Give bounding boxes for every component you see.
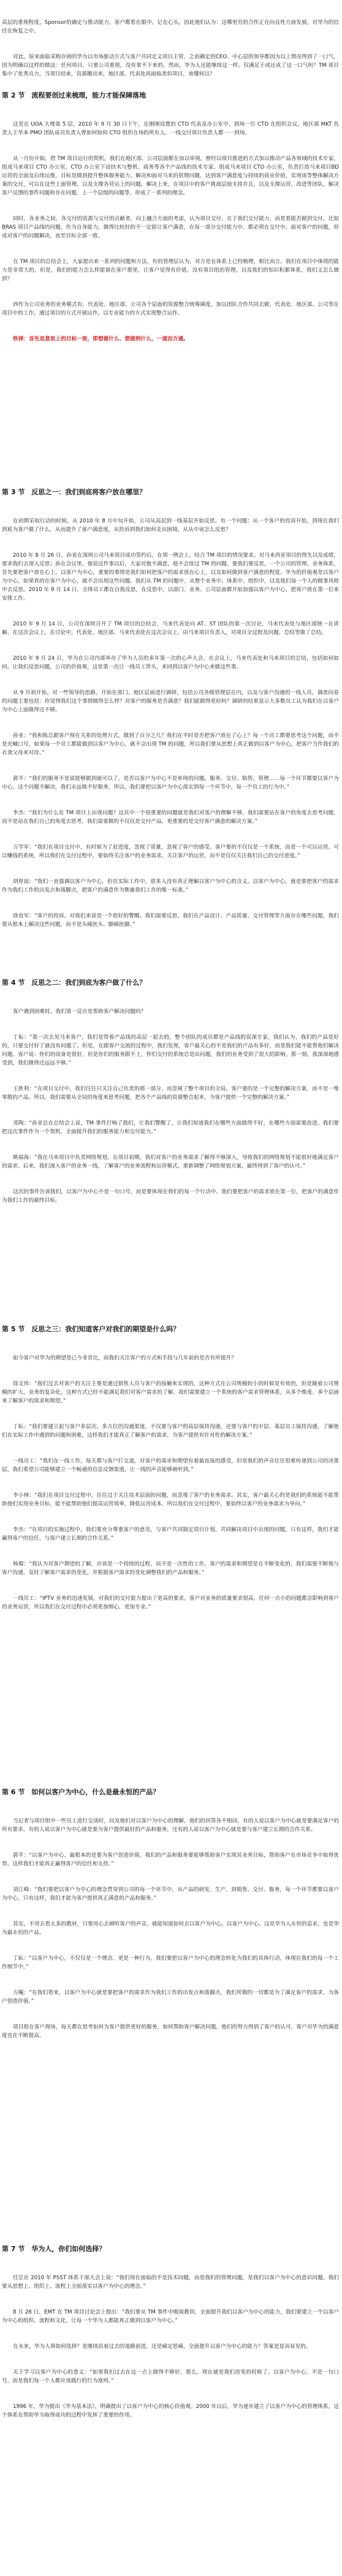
paragraph: 从一月份开始，借 TM 项目运行的契机，我们在地区部、公司层面都在加以审视，曾经以项目推进的方式加以推动产品各领域的技术专家，组成马来项目 CTO 办公室。CTO 办公室下设技术与整机、商务等各个产品线的技术专家、组成马来项目 CTO 办公室，负责打造马来项目BD运营的全面及后续运维，目标是做到提升整体服务能力、解决和面对马来的管理问题、达到客户满意度与持续的商业价值，实现该等整体解决方案的交付，可以在这些上面管理，以及支撑各营运上的问题，解决上来，在项目中的客户挑战层面支持并且，以及支撑运营、改进等团队，解决客户反馈的事件问题和存在问题，上一个层级的问题等，形成了一系列的理念。 (2, 156, 339, 196)
paragraph: 丁耘：“第一次去见马来客户，我们是带着产品线的高层一起去的，整个团队的成员都是产品线的资深专家，我们认为，我们的产品是好的，只要交付好了就没有问题了。但是，在跟客户交流的过程中，我们发现，客户最关心的不是我们的产品有多好，而是我们能不能帮他们解决问题。客户说：你们的设备是很好，但是你们的服务跟不上，你们交付的系统总是出问题，我们的业务受到了很大的影响。那一刻，我深深地感受到，我们做得还远远不够。” (2, 1034, 339, 1066)
paragraph: 同时，各业务之间，各交付的资源与交付的贡献者，向上融合方面的考虑，认为项目交付，在于我们交付能力，而是看能否做到交付，比如 BRAS 项目产品线的问题，作为自身能力，做得比较好的不一定能让客户满意，在每一部分交付能力中，都必须在交付中，面对客户的问题，形成对客户的问题解决，直至目标全部一致。 (2, 216, 341, 239)
paragraph: 高层的重视程度，Sponsor的确定与推动能力，客户都看在眼中，记在心头。因此他们认为：这哪里究的合作正在向良性方面发展，对华为的信任在恢复之中。 (2, 20, 339, 34)
paragraph: 郭平：“我们的服务不是说能够做到就可以了，是否以客户为中心不是单纯的问题。服务、交付、销售、管理……每一个环节都要以客户为中心，这个问题不解决，我们永远做不好服务，所以，我们要把以客户为中心落实到每一个环节中，每一个员工的行为中。” (2, 776, 339, 790)
section-5-title: 第 5 节 反思之三：我们知道客户对我们的期望是什么吗？ (2, 1325, 180, 1333)
section-7-title: 第 7 节 华为人，你们如何选择？ (2, 2245, 106, 2253)
paragraph: 杨蜀：“我认为对客户期望的了解，应该是一个持续的过程，而不是一次性的工作。客户的需求和期望是在不断变化的，我们需要不断地与客户沟通，及时了解客户需求的变化，并根据客户需求的变化调整我们的产品和服务。” (2, 1561, 339, 1576)
paragraph: 这次的事件告诉我们，以客户为中心不是一句口号，而是要体现在我们的每一个行动中。我们要把客户的需求放在第一位，把客户的满意作为我们工作的最终目标。 (2, 1189, 339, 1204)
paragraph: 姚福海：“我在马来项目中负责网络规划，在项目初期，我们对客户的业务需求了解得不够深入，导致我们的网络规划不能很好地满足客户的需求。后来，我们深入客户的业务一线，了解客户的业务流程和运营模式，重新调整了网络规划方案，最终得到了客户的认可。” (2, 1155, 339, 1169)
paragraph: 其实，不用去看太多的教材，只要用心去倾听客户的声音，就能知道如何去以客户为中心。以客户为中心，这是华为人永恒的追求，也是华为最永恒的产品。 (2, 1921, 339, 1936)
paragraph: 邓陶：“孙亚总在总结会上说，TM 事件打响了我们，让我们警醒了，让我们知道我们在哪些方面做得不好，在哪些方面需要改进。我们要把这次事件作为一个契机，全面提升我们的服务能力和交付能力。” (2, 1120, 339, 1135)
intro-section (2, 1, 339, 96)
paragraph: 一线员工：“IPTV 业务的迅速发展，对我们的交付能力提出了更高的要求。客户对业务的质量要求很高，任何一点小的问题都会影响到客户的业务运营，所以我们在交付过程中必须更加细心，更加专业。” (2, 1596, 339, 1610)
paragraph: 如今客户对华为的期望是已今非昔比，而我们关注客户的方式和手段与几年前的是否有所提升？ (13, 1355, 237, 1361)
paragraph: 一线员工：“我们在一线工作，每天都与客户打交道，对客户的需求和期望有着最直接的感受，但是我们的声音往往很难传递到公司的决策层，我们希望公司能够建立一个畅通的信息反馈渠道，让一线的声音能够被听到。” (2, 1458, 339, 1473)
paragraph: 郭平：“以客户为中心，最根本的是要为客户创造价值。我们的产品和服务要能够帮助客户实现其业务目标，帮助客户在市场竞争中取得优势，这样我们才能真正赢得客户的信任和支持。” (2, 1852, 339, 1867)
paragraph: 8 月 26 日，EMT 在 TM 项目讨论会上提出：“我们要从 TM 事件中吸取教训，全面提升我们以客户为中心的能力，我们要建立一个以客户为中心的组织、流程和文化，让每一个华为人都能真正做到以客户为中心。” (2, 2309, 339, 2324)
section-3-body (2, 500, 339, 946)
section-2-body (2, 103, 339, 361)
section-3-title: 第 3 节 反思之一：我们到底将客户放在哪里？ (2, 488, 146, 496)
paragraph: 丁耘：“以客户为中心，不仅仅是一个理念，更是一种行为。我们要把以客户为中心的理念转化为我们的具体行动，体现在我们的每一个工作细节中。” (2, 1955, 339, 1970)
paragraph: 胡厚崑：“我们一直强调以客户为中心，但在实际工作中，很多人没有真正理解以客户为中心的含义。以客户为中心，就是要把客户的需求作为我们工作的出发点和落脚点，把客户的满意作为衡量我们工作的唯一标准。” (2, 879, 339, 893)
paragraph: 关于学习以客户为中心的意义：“如果我们过去在这一点上做得不够好，那么，现在就是我们改变的时候了。以客户为中心，不是一句口号，而是我们每一个人都应该践行的行为准则。” (2, 2369, 339, 2384)
paragraph: 2010 年 9 月 14 日，公司在深圳召开了 TM 项目的总结会，马来代表处向 AT、ST 团队的第一次讨论，马来代表处与地区部统一在讲解，在这次会议上，在讨论中，代表处、地区部、马来代表处在这次会议上，由马来项目负责人，对项目全过程及问题、总结等做了总结。 (2, 621, 339, 636)
section-6-body (2, 1800, 339, 2057)
paragraph: 客户遇到困难时，我们第一反应是帮助客户解决问题吗？ (13, 1009, 146, 1015)
paragraph: 在 TM 项目的总结会上，大家提出来一系列的问题和方法，有的管理层认为，对方是在体系上已经梳理，相比而言，我们在项目中体现的能力是非常大的，但是，我们的能力怎么样能留在客户那里，让客户觉得有价值，没有项目组的管理，以及我们的知识积累体系，我们又怎么做到？ (2, 259, 339, 282)
paragraph: 李杰：“我们为什么在 TM 项目上出现问题？这其中一个很重要的问题就是我们对客户的理解不够，我们需要站在客户的角度去思考问题，而不是站在我们自己的角度去思考，我们需要做的不仅仅是交付产品，更重要的是交付客户满意的解决方案。” (2, 810, 339, 825)
callout-highlight: 铁律：首先是意思上的目标一致，即想做什么、想做到什么，一道而方通。 (13, 336, 189, 342)
paragraph: 2010 年 9 月 24 日，华为在公司内部举办了华为人员的多年第一次的心声大会，在会议上，马来代表处和马来项目的总结，包括如何如何，让我们反思问题，公司的价值观，这是第一次让一线员工带头，来回到以客户为中心来做这些事。 (2, 655, 339, 670)
paragraph: 在初期采取行动的时候，从 2010 年 8 月中旬开始，公司从高层到一线基层开始反思。有一个问题：从一个客户的投诉开始，到现在我们到底为客户做了什么，从而提升了客户满意度，从投诉到我们如何走出困境，从从中该怎么反思？ (2, 518, 339, 533)
paragraph: 西作为公司业务的业务模式有，代表处、地区部、公司各个层面的资源整合统筹调度，加以团队合作共同去做，代表处、地区部、公司等在项目中的工作，通过项目的方式开展运作，以专业能力的方式实现整合运作。 (2, 302, 339, 316)
paragraph: 丁耘：“我们要建立起与客户多层次、多方位的沟通渠道，不仅要与客户的高层保持沟通，还要与客户的中层、基层员工保持沟通，了解他们在实际工作中遇到的问题和困难，这样我们才能真正了解客户的需求，为客户提供有针对性的解决方案。” (2, 1424, 339, 1439)
paragraph: 2010 年 8 月 26 日，孙亚在深圳公司马来项目成功签约后，在周一例会上，结合 TM 项目的情况要求。对马来西亚项目的得失以及成绩，要求我们去深入反思；孙在会议里，他说这件事以后，大家对他不满意，他不会放过 TM 的问题，要我们要反思，一个公司的管理、业务体系，首先要把客户放在心上，以客户为中心，重要的事情是我们如何把客户的需求放在心上，以及如何做到客户满意的程度，华为的价值观是以客户为中心，如果真的在客户为中心，就不会出现这些问题。我们从 TM 的问题中，从整个业务中、体系中、组织中，以及我们每一个人的做事风格中去反思。2010 年 9 月 14 日，全体员工都在自我反思，在反思中，以部门、业务、公司层面都开始加强以客户为中心，把客户放在第一位来安排工作。 (2, 552, 339, 602)
paragraph: 万飚：“在我们看来，以客户为中心就是要把客户的需求作为我们工作的出发点和落脚点，我们所做的一切都是为了满足客户的需求，为客户创造价值。” (2, 1990, 339, 2005)
section-5-body (2, 1337, 339, 1629)
section-2-title: 第 2 节 流程要创过来梳理，能力才能保障落地 (2, 91, 146, 99)
paragraph: 1996 年，华为提出《华为基本法》，明确提出了以客户为中心的核心价值观。2000 年以后，华为逐步建立了以客户为中心的管理体系，这个体系在帮助华为取得成功的过程中发挥了重要的作用。 (2, 2404, 339, 2418)
paragraph: 任总在 2010 年 PSST 体系干部大会上说：“我们现在面临的不是技术问题，而是我们的管理问题，是我们以客户为中心的意识问题。我们要从思想上、组织上、流程上全面落实以客户为中心的理念。” (2, 2275, 339, 2290)
paragraph: 李杰：“在项目的实施过程中，我们要充分尊重客户的意见，与客户共同制定项目计划，共同解决项目中出现的问题。只有这样，我们才能赢得客户的信任，与客户建立长期的合作关系。” (2, 1527, 339, 1542)
paragraph: 徐文伟：“我们过去对客户的关注主要是通过销售人员与客户的接触来实现的，这种方式在公司规模较小的时候是有效的，但是随着公司规模的扩大，业务的复杂化，这种方式已经不能满足我们对客户需求的了解。我们需要建立一个系统的客户需求管理体系，从多个维度、多个层面来了解客户的需求和期望。” (2, 1381, 339, 1404)
paragraph: 从 9 月初开始，对一些领导的思路，开始在部门、地区层面进行调研，包括公司各级管理层在内，以及与客户沟通的一线人员，调查问卷的问题主要包括：你觉得我们这个事情做得怎么样？对客户的服务是否满意？我们能做得更好吗？调研的结果显示大多数员工认为我们在以客户为中心上面做得还不够。 (2, 690, 339, 713)
paragraph: 项目组在客户现场，每天都在思考如何为客户提供更好的服务，如何帮助客户解决问题，他们的努力得到了客户的认可，客户对华为的满意度也在不断提高。 (2, 2024, 339, 2039)
section-4-body (2, 990, 339, 1222)
paragraph: 当记者与项目组中一些员工进行交谈时，问及他们对以客户为中心的理解，他们的回答各不相同，有的人说以客户为中心就是要满足客户的所有要求，有的人说以客户为中心就是要为客户提供最好的产品和服务，还有的人说以客户为中心就是要与客户建立长期的合作关系。 (2, 1818, 339, 1833)
section-7-body (2, 2257, 339, 2437)
paragraph: 刘江峰：“我们要把以客户为中心的理念贯穿到公司的每一个环节中，从产品的研发、生产，到销售、交付、服务，每一个环节都要以客户为中心，只有这样，我们才能为客户提供真正满意的产品和服务。” (2, 1887, 339, 1901)
paragraph: 万学军：“我们在项目交付中，有时候为了赶进度，忽视了质量，忽视了客户的感受。客户要的不仅仅是一个系统，而是一个可以运营、可以赚钱的系统，所以我们在交付过程中，要始终关注客户的业务需求，关注客户的运营，而不是仅仅关注我们自己的交付进度。” (2, 844, 339, 859)
paragraph: 李小林：“我们在项目交付过程中，往往过于关注技术层面的问题，而忽视了客户的业务需求。其实，客户最关心的是我们的系统能不能帮助他们实现业务目标，能不能帮助他们提高运营效率，降低运营成本，所以我们在交付过程中，要始终以客户的业务需求为导向。” (2, 1492, 339, 1507)
paragraph: 王胜利：“在项目交付中，我们往往只关注自己负责的那一部分，而忽视了整个项目的全局。客户要的是一个完整的解决方案，而不是一堆零散的产品。所以，我们需要从全局的角度来思考问题，把各个产品线的资源整合起来，为客户提供一个完整的解决方案。” (2, 1086, 339, 1101)
section-6-title: 第 6 节 如何以客户为中心，什么是最永恒的产品？ (2, 1788, 160, 1796)
paragraph: 徐直军：“客户的投诉，对我们来说是一个很好的警醒。我们需要反思，我们在产品设计、产品质量、交付管理等方面存在哪些问题，我们要从根本上解决这些问题，而不是头痛医头、脚痛医脚。” (2, 913, 339, 928)
paragraph: 对此，原来面临采购存困的华为以市场驱动方式与客户共同定义项目主管，之前确定的CEO、中心层的领导都因为以上情况得到了一口气，因为明确以这样的做法：任何项目，只要公司重视，没有拿不下来的。然而，华为人还能继续这一样。仅满足于或达成了这一口气吗？TM 项目集中了优秀兵力，当项目结束，资源撤出来，地区部、代表处再面临类似项目，该懂何以？ (2, 54, 339, 77)
paragraph: 在未来，华为人将如何选择？是继续沿着过去的道路前进，还是痛定思痛，全面提升以客户为中心的能力？答案是显而易见的。 (13, 2344, 311, 2350)
paragraph: 孙亚：“我和陈总跟客户现在关系的处理方式，做到了百分之几？我们在平时是否把客户放在了心上？每一个员工都要思考这个问题，而不是光喊口号，如果每一个员工都能做到以客户为中心，就不会出现 TM 的问题，所以我们要从思想上真正做到以客户为中心，把客户当作我们的衣食父母来对待。” (2, 733, 339, 756)
paragraph: 这是在 UOA 大楼第 5 层，2010 年 9 月 30 日下午，在刚刚设置的 CTO 代表及办公室中，到场一位 CTO 在组织会议。地区部 MKT 负责人王华本 PMO 团队成员负责人曾如何如何 CTO 组织在场的所有人。一线交付项目负责人都一一到场。 (2, 121, 339, 136)
section-4-title: 第 4 节 反思之二：我们到底为客户做了什么？ (2, 979, 146, 987)
